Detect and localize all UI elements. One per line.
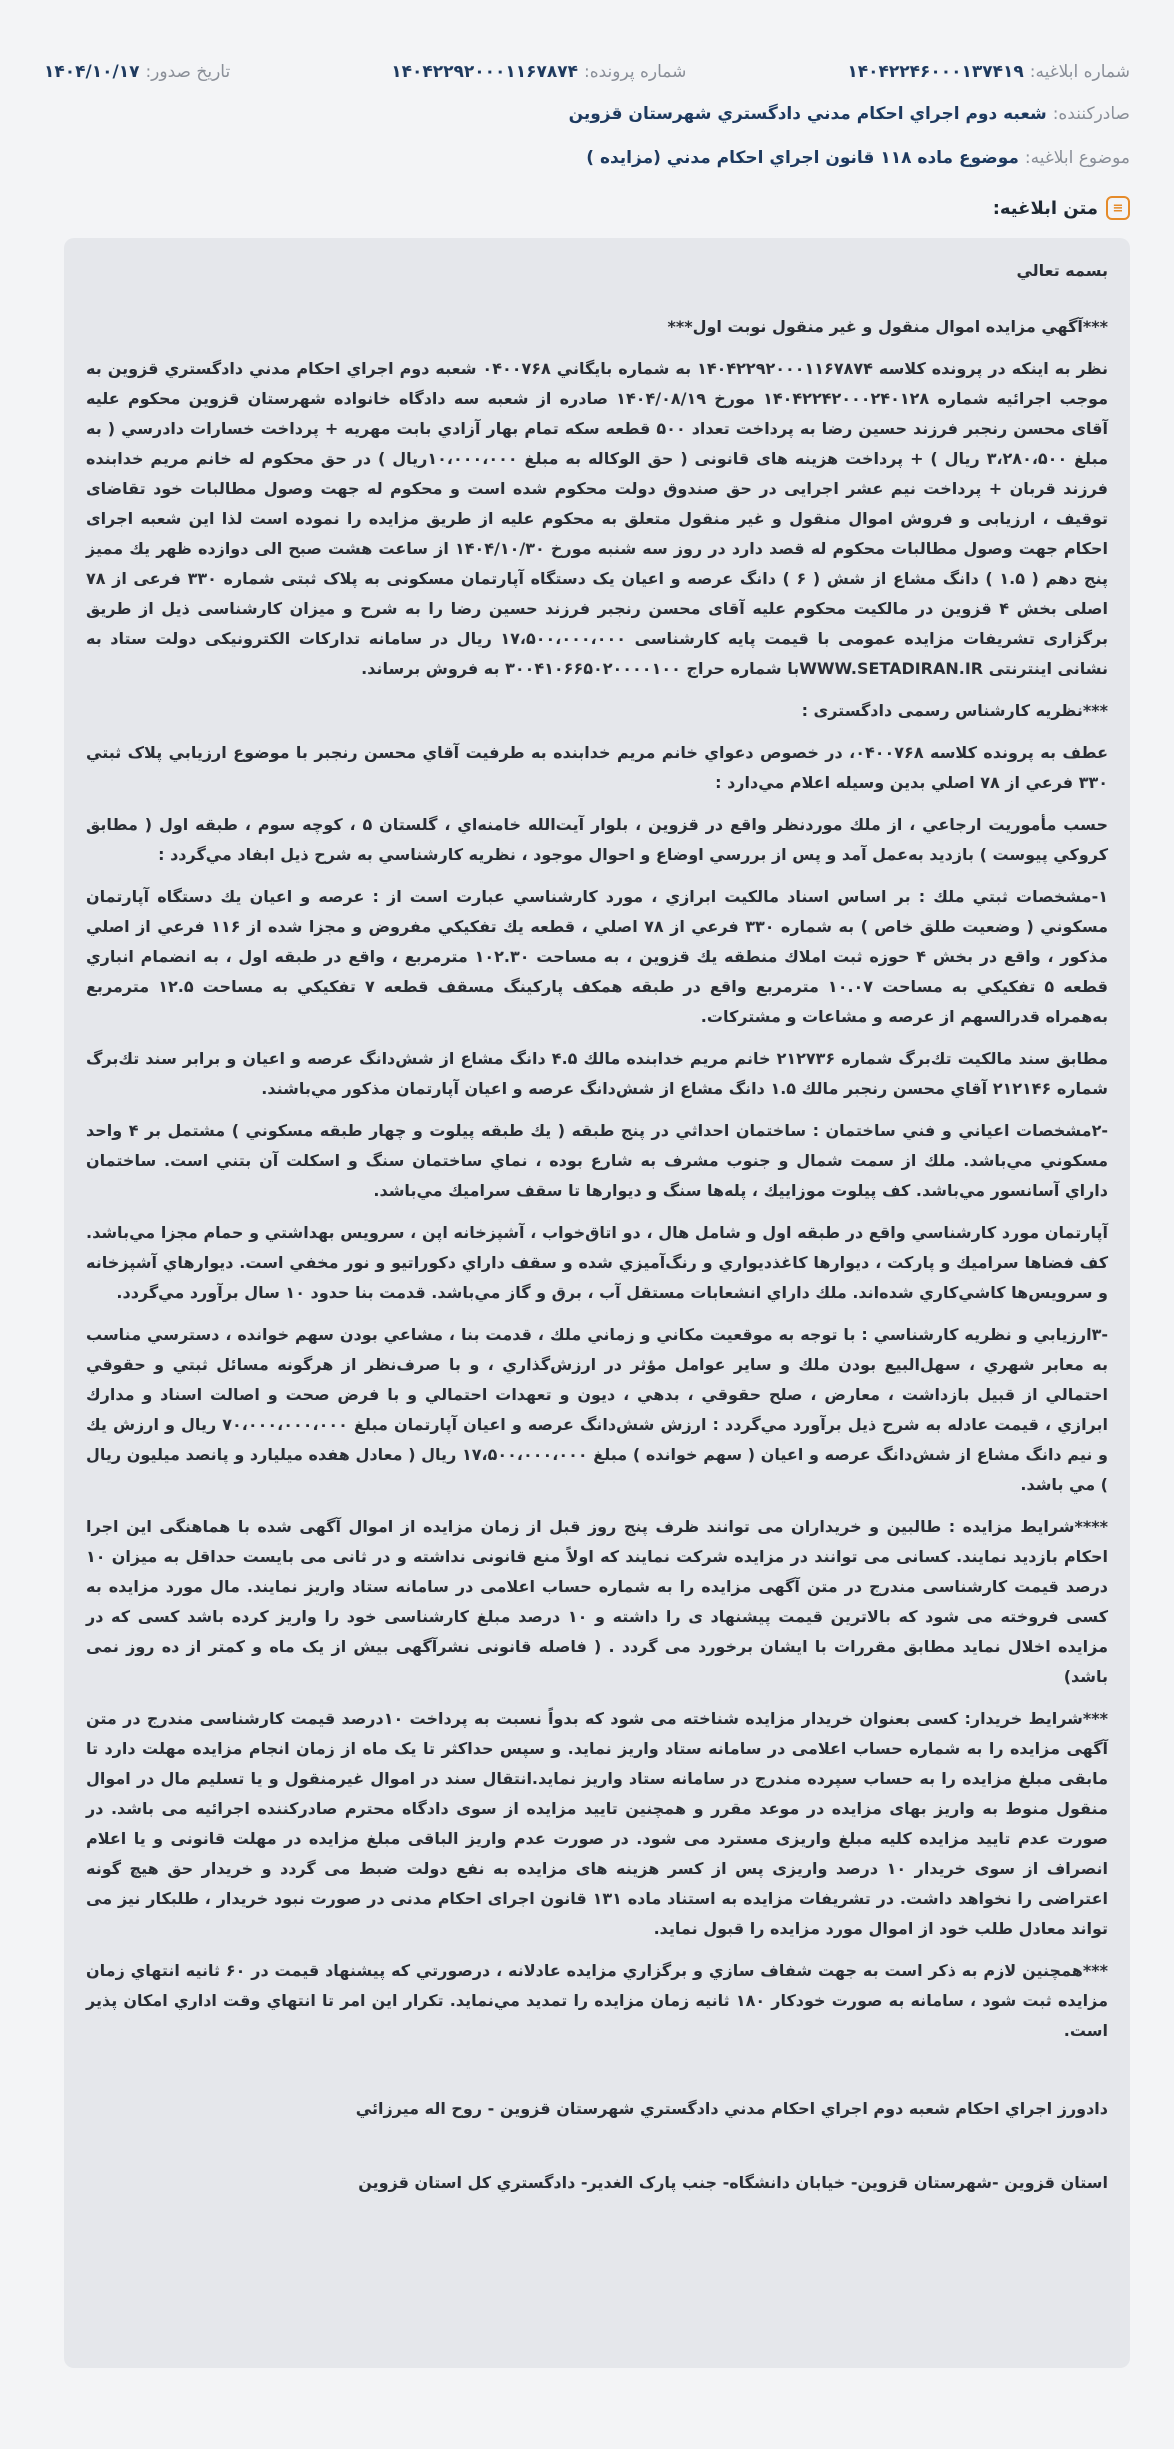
case-number-label: شماره پرونده:	[583, 62, 687, 82]
body-paragraph-valuation: -۳ارزيابي و نظريه كارشناسي : با توجه به موقعيت مكاني و زماني ملك ، قدمت بنا ، مشاعي بودن سهم خوانده ، دسترسي مناسب به معابر شهري ، سهل‌البيع بودن ملك و ساير عوامل مؤثر در ارزش‌گذاري ، و با صرف‌نظر از هرگونه مسائل ثبتي و حقوقي احتمالي از قبيل بازداشت ، معارض ، صلح حقوقي ، بدهي ، ديون و تعهدات احتمالي و با فرض صحت و اصالت اسناد و مدارك ابرازي ، قيمت عادله به شرح ذيل برآورد مي‌گردد : ارزش شش‌دانگ عرصه و اعيان آپارتمان مبلغ ۷۰،۰۰۰،۰۰۰،۰۰۰ ريال و ارزش يك و نيم دانگ مشاع از شش‌دانگ عرصه و اعيان ( سهم خوانده ) مبلغ ۱۷،۵۰۰،۰۰۰،۰۰۰ ريال ( معادل هفده ميليارد و پانصد ميليون ريال ) مي باشد.	[86, 1325, 1109, 1494]
body-auction-title: ***آگهي مزايده اموال منقول و غير منقول نوبت اول***	[667, 317, 1108, 336]
issuer-label: صادركننده:	[1052, 104, 1130, 124]
meta-row-numbers	[44, 52, 1130, 92]
body-paragraph-mission: حسب مأموريت ارجاعي ، از ملك موردنظر واقع در قزوين ، بلوار آيت‌الله خامنه‌اي ، گلستان ۵ ، كوچه سوم ، طبقه اول ( مطابق كروكي پيوست ) بازديد به‌عمل آمد و پس از بررسي اوضاع و احوال موجود ، نظريه كارشناسي به شرح ذيل ابفاد مي‌گردد :	[86, 815, 1108, 864]
subject-line	[44, 136, 1130, 180]
body-paragraph-registry: ۱-مشخصات ثبتي ملك : بر اساس اسناد مالكيت ابرازي ، مورد كارشناسي عبارت است از : عرصه و اعيان يك دستگاه آپارتمان مسكوني ( وضعيت طلق خاص ) به شماره ۳۳۰ فرعي از ۷۸ اصلي ، قطعه يك تفكيكي مفروض و مجزا شده از ۱۱۶ فرعي از اصلي مذكور ، واقع در بخش ۴ حوزه ثبت املاك منطقه يك قزوين ، به مساحت ۱۰۲.۳۰ مترمربع ، واقع در طبقه اول ، به انضمام انباري قطعه ۵ تفكيكي به مساحت ۱۰.۰۷ مترمربع واقع در طبقه همكف پاركينگ مسقف قطعه ۷ تفكيكي به مساحت ۱۲.۵ مترمربع به‌همراه قدرالسهم از عرصه و مشاعات و مشتركات.	[86, 887, 1109, 1026]
notice-number-label: شماره ابلاغيه:	[1029, 62, 1130, 82]
notice-text-label: متن ابلاغيه:	[992, 197, 1098, 219]
subject-value: موضوع ماده ۱۱۸ قانون اجراي احكام مدني (مزايده )	[586, 148, 1019, 168]
body-bismillah: بسمه تعالي	[1016, 261, 1108, 280]
body-address: استان قزوين -شهرستان قزوين- خيابان دانشگاه- جنب پارک الغدير- دادگستري كل استان قزوين	[358, 2173, 1108, 2192]
body-signature: دادورز اجراي احكام شعبه دوم اجراي احكام مدني دادگستري شهرستان قزوين - روح اله ميرزائي	[355, 2099, 1108, 2118]
issuer-line	[44, 92, 1130, 136]
notice-text-heading	[993, 196, 1130, 220]
notice-number	[847, 62, 1130, 82]
issue-date	[44, 62, 230, 82]
body-paragraph-apartment: آپارتمان مورد كارشناسي واقع در طبقه اول و شامل هال ، دو اتاق‌خواب ، آشپزخانه اپن ، سرويس بهداشتي و حمام مجزا مي‌باشد. كف فضاها سراميك و پاركت ، ديوارها كاغذديواري و رنگ‌آميزي شده و سقف داراي دكوراتيو و نور مخفي است. ديوارهاي آشپزخانه و سرويس‌ها كاشي‌كاري شده‌اند. ملك داراي انشعابات مستقل آب ، برق و گاز مي‌باشد. قدمت بنا حدود ۱۰ سال برآورد مي‌گردد.	[86, 1223, 1108, 1302]
body-expert-heading: ***نظريه كارشناس رسمى دادگسترى :	[801, 701, 1108, 720]
document-icon: ≡	[1106, 196, 1130, 220]
issuer-value: شعبه دوم اجراي احكام مدني دادگستري شهرستان قزوين	[568, 104, 1047, 124]
body-paragraph-building: -۲مشخصات اعياني و فني ساختمان : ساختمان احداثي در پنج طبقه ( يك طبقه پيلوت و چهار طبقه مسكوني ) مشتمل بر ۴ واحد مسكوني مي‌باشد. ملك از سمت شمال و جنوب مشرف به شارع بوده ، نماي ساختمان سنگ و اسكلت آن بتني است. ساختمان داراي آسانسور مي‌باشد. كف پيلوت موزاييك ، پله‌ها سنگ و ديوارها تا سقف سراميك مي‌باشد.	[86, 1121, 1108, 1200]
notice-header	[44, 52, 1130, 180]
case-number-value: ۱۴۰۴۲۲۹۲۰۰۰۱۱۶۷۸۷۴	[391, 62, 578, 82]
body-paragraph-ownership: مطابق سند مالكيت تك‌برگ شماره ۲۱۲۷۳۶ خانم مريم خدابنده مالك ۴.۵ دانگ مشاع از شش‌دانگ عرصه و اعيان و برابر سند تك‌برگ شماره ۲۱۲۱۴۶ آقاي محسن رنجبر مالك ۱.۵ دانگ مشاع از شش‌دانگ عرصه و اعيان آپارتمان مذكور مي‌باشند.	[86, 1049, 1109, 1098]
body-paragraph-buyer-terms: ***شرايط خريدار: كسى بعنوان خريدار مزايده شناخته مى شود كه بدواً نسبت به پرداخت ۱۰درصد قيمت كارشناسى مندرج در متن آگهى مزايده را به شماره حساب اعلامى در سامانه ستاد واريز نمايد. و سپس حداكثر تا يک ماه از زمان انجام مزايده مهلت دارد تا مابقى مبلغ مزايده را به حساب سپرده مندرج در سامانه ستاد واريز نمايد.انتقال سند در اموال غيرمنقول و يا تسليم مال در اموال منقول منوط به واريز بهاى مزايده در موعد مقرر و همچنين تاييد مزايده از سوى دادگاه محترم صادركننده اجرائيه مى باشد. در صورت عدم تاييد مزايده كليه مبلغ واريزى مسترد مى شود. در صورت عدم واريز الباقى مبلغ مزايده در مهلت قانونى و يا اعلام انصراف از سوى خريدار ۱۰ درصد واريزى پس از كسر هزينه هاى مزايده به نفع دولت ضبط مى گردد و خريدار حق هيچ گونه اعتراضى را نخواهد داشت. در تشريفات مزايده به استناد ماده ۱۳۱ قانون اجراى احكام مدنى در صورت نبود خريدار ، طلبكار نيز مى تواند معادل طلب خود از اموال مورد مزايده را قبول نمايد.	[86, 1709, 1109, 1938]
case-number	[391, 62, 686, 82]
body-paragraph-reference: عطف به پرونده كلاسه ۰۴۰۰۷۶۸، در خصوص دعواي خانم مريم خدابنده به طرفيت آقاي محسن رنجبر با موضوع ارزيابي پلاک ثبتي ۳۳۰ فرعي از ۷۸ اصلي بدين وسيله اعلام مي‌دارد :	[86, 743, 1108, 792]
notice-number-value: ۱۴۰۴۲۲۴۶۰۰۰۱۳۷۴۱۹	[847, 62, 1024, 82]
issue-date-label: تاريخ صدور:	[145, 62, 231, 82]
body-paragraph-intro: نظر به اينكه در پرونده كلاسه ۱۴۰۴۲۲۹۲۰۰۰۱۱۶۷۸۷۴ به شماره بايگاني ۰۴۰۰۷۶۸ شعبه دوم اجراي احكام مدني دادگستري قزوين به موجب اجرائيه شماره ۱۴۰۴۲۲۴۲۰۰۰۲۴۰۱۲۸ مورخ ۱۴۰۴/۰۸/۱۹ صادره از شعبه سه دادگاه خانواده شهرستان قزوين محكوم عليه آقاى محسن رنجبر فرزند حسين رضا به پرداخت تعداد ۵۰۰ قطعه سكه تمام بهار آزادي بابت مهريه + پرداخت خسارات دادرسي ( به مبلغ ۳،۲۸۰،۵۰۰ ريال ) + پرداخت هزينه هاى قانونى ( حق الوكاله به مبلغ ۱۰،۰۰۰،۰۰۰ريال ) در حق محكوم له خانم مريم خدابنده فرزند قربان + پرداخت نيم عشر اجرايى در حق صندوق دولت محكوم شده است و محكوم له جهت وصول مطالبات خود تقاضاى توقيف ، ارزيابى و فروش اموال منقول و غير منقول متعلق به محكوم عليه از طريق مزايده را نموده است لذا اين شعبه اجراى احكام جهت وصول مطالبات محكوم له قصد دارد در روز سه شنبه مورخ ۱۴۰۴/۱۰/۳۰ از ساعت هشت صبح الى دوازده ظهر يك مميز پنج دهم ( ۱.۵ ) دانگ مشاع از شش ( ۶ ) دانگ عرصه و اعيان يک دستگاه آپارتمان مسكونى به پلاک ثبتى شماره ۳۳۰ فرعى از ۷۸ اصلى بخش ۴ قزوين در مالكيت محكوم عليه آقاى محسن رنجبر فرزند حسين رضا را به شرح و ميزان كارشناسى ذيل از طريق برگزارى تشريفات مزايده عمومى با قيمت پايه كارشناسى ۱۷،۵۰۰،۰۰۰،۰۰۰ ريال در سامانه تداركات الكترونيكى دولت ستاد به نشانى اينترنتى WWW.SETADIRAN.IRبا شماره حراج ۳۰۰۴۱۰۶۶۵۰۲۰۰۰۰۱۰۰ به فروش برساند.	[86, 359, 1109, 678]
body-paragraph-extension: ***همچنين لازم به ذكر است به جهت شفاف سازي و برگزاري مزايده عادلانه ، درصورتي كه پيشنهاد قيمت در ۶۰ ثانيه انتهاي زمان مزايده ثبت شود ، سامانه به صورت خودكار ۱۸۰ ثانيه زمان مزايده را تمديد مي‌نمايد. تكرار اين امر تا انتهاي وقت اداري امكان پذير است.	[86, 1961, 1109, 2040]
body-paragraph-auction-terms: ****شرايط مزايده : طالبين و خريداران مى توانند ظرف پنج روز قبل از زمان مزايده از اموال آگهى شده با هماهنگى اين اجرا احكام بازديد نمايند. كسانى مى توانند در مزايده شركت نمايند كه اولاً منع قانونى نداشته و در ثانى مى بايست حداقل به ميزان ۱۰ درصد قيمت كارشناسى مندرج در متن آگهى مزايده را به شماره حساب اعلامى در سامانه ستاد واريز نمايند. مال مورد مزايده به كسى فروخته مى شود كه بالاترين قيمت پيشنهاد ى را داشته و ۱۰ درصد مبلغ كارشناسى خود را واريز كرده باشد كسى كه در مزايده اخلال نمايد مطابق مقررات با ايشان برخورد مى گردد . ( فاصله قانونى نشرآگهى بيش از يک ماه و كمتر از ده روز نمى باشد)	[86, 1517, 1109, 1686]
subject-label: موضوع ابلاغيه:	[1024, 148, 1130, 168]
notice-body-panel	[64, 238, 1130, 2368]
issue-date-value: ۱۴۰۴/۱۰/۱۷	[44, 62, 140, 82]
